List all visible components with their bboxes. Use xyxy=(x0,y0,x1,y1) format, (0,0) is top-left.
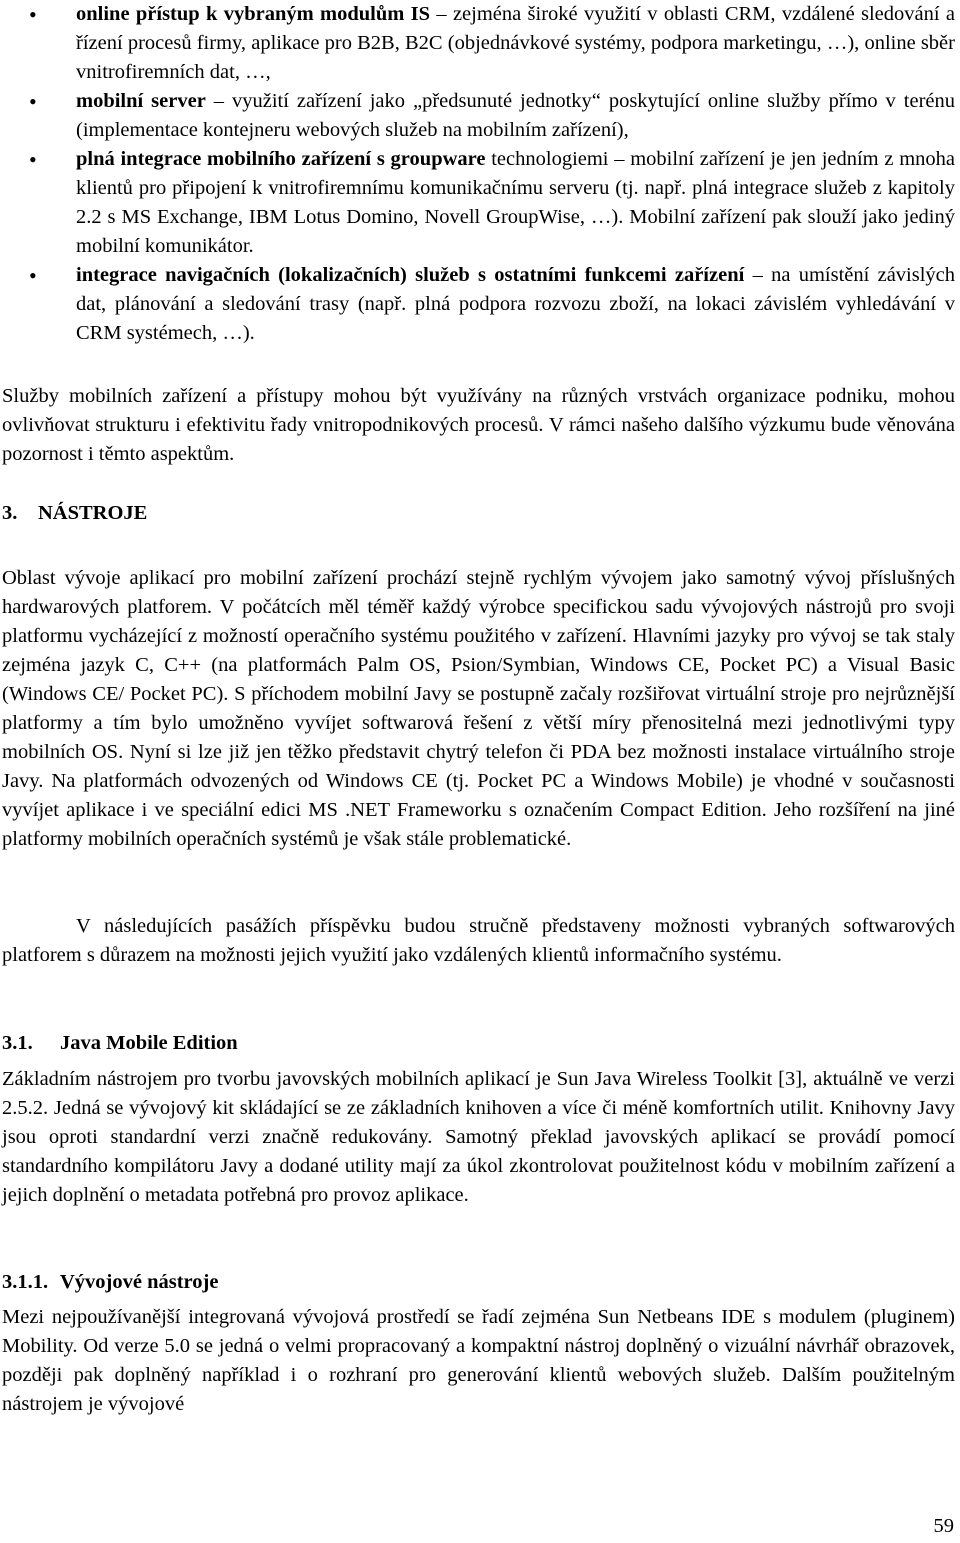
bullet-bold-term: plná integrace mobilního zařízení s groupware xyxy=(76,148,486,170)
section311-paragraph: Mezi nejpoužívanější integrovaná vývojová prostředí se řadí zejména Sun Netbeans IDE s modulem (pluginem) Mobility. Od verze 5.0 se jedná o velmi propracovaný a kompaktní nástroj doplněný o vizuální návrhář obrazovek, později pak doplněný například i o rozhraní pro generování klientů webových služeb. Dalším použitelným nástrojem je vývojové xyxy=(2,1306,955,1415)
bullet-bold-term: mobilní server xyxy=(76,90,206,112)
bullet-bold-term: integrace navigačních (lokalizačních) služeb s ostatními funkcemi zařízení xyxy=(76,264,745,286)
section-title: NÁSTROJE xyxy=(38,502,148,524)
bullet-text: – zejména široké využití v oblasti CRM, vzdálené sledování a řízení procesů firmy, aplikace pro B2B, B2C (objednávkové systémy, podpora marketingu, …), online sběr vnitrofiremních dat, …, xyxy=(76,3,955,83)
section-heading-3-1 xyxy=(2,1029,238,1058)
list-item xyxy=(0,261,955,348)
section-title: Java Mobile Edition xyxy=(60,1032,238,1054)
feature-bullet-list xyxy=(0,0,955,348)
section-number: 3. xyxy=(2,502,18,524)
section-number: 3.1.1. xyxy=(2,1271,49,1293)
bullet-text: – na umístění závislých dat, plánování a sledování trasy (např. plná podpora rozvozu zboží, na lokaci závislém vyhledávání v CRM systémech, …). xyxy=(76,264,956,344)
bullet-text: – využití zařízení jako „předsunuté jednotky“ poskytující online služby přímo v terénu (implementace kontejneru webových služeb na mobilním zařízení), xyxy=(76,90,955,141)
list-item xyxy=(0,0,955,87)
list-item xyxy=(0,87,955,145)
section3-paragraph-2: V následujících pasážích příspěvku budou stručně představeny možnosti vybraných softwarových platforem s důrazem na možnosti jejich využití jako vzdálených klientů informačního systému. xyxy=(2,915,955,966)
intro-paragraph: Služby mobilních zařízení a přístupy mohou být využívány na různých vrstvách organizace podniku, mohou ovlivňovat strukturu i efektivitu řady vnitropodnikových procesů. V rámci našeho dalšího výzkumu bude věnována pozornost i těmto aspektům. xyxy=(2,385,955,465)
bullet-bold-term: online přístup k vybraným modulům IS xyxy=(76,3,431,25)
list-item xyxy=(0,145,955,261)
section3-paragraph-1: Oblast vývoje aplikací pro mobilní zařízení prochází stejně rychlým vývojem jako samotný vývoj příslušných hardwarových platforem. V počátcích měl téměř každý výrobce specifickou sadu vývojových nástrojů pro svoji platformu vycházející z možností operačního systému použitého v zařízení. Hlavními jazyky pro vývoj se tak staly zejména jazyk C, C++ (na platformách Palm OS, Psion/Symbian, Windows CE, Pocket PC) a Visual Basic (Windows CE/ Pocket PC). S příchodem mobilní Javy se postupně začaly rozšiřovat virtuální stroje pro nejrůznější platformy a tím bylo umožněno vyvíjet softwarová řešení z větší míry přenositelná mezi jednotlivými typy mobilních OS. Nyní si lze již jen těžko představit chytrý telefon či PDA bez možnosti instalace virtuálního stroje Javy. Na platformách odvozených od Windows CE (tj. Pocket PC a Windows Mobile) je vhodné v současnosti vyvíjet aplikace i ve speciální edici MS .NET Frameworku s označením Compact Edition. Jeho rozšíření na jiné platformy mobilních operačních systémů je však stále problematické. xyxy=(2,567,955,850)
section-heading-3-1-1 xyxy=(2,1268,218,1297)
section-heading-3 xyxy=(2,499,147,528)
section-number: 3.1. xyxy=(2,1032,33,1054)
page-number: 59 xyxy=(933,1515,954,1537)
section31-paragraph: Základním nástrojem pro tvorbu javovských mobilních aplikací je Sun Java Wireless Toolkit [3], aktuálně ve verzi 2.5.2. Jedná se vývojový kit skládající se ze základních knihoven a více či méně komfortních utilit. Knihovny Javy jsou oproti standardní verzi značně redukovány. Samotný překlad javovských aplikací se provádí pomocí standardního kompilátoru Javy a dodané utility mají za úkol zkontrolovat použitelnost kódu v mobilním zařízení a jejich doplnění o metadata potřebná pro provoz aplikace. xyxy=(2,1068,955,1206)
bullet-text: technologiemi – mobilní zařízení je jen jedním z mnoha klientů pro připojení k vnitrofiremnímu komunikačnímu serveru (tj. např. plná integrace služeb z kapitoly 2.2 s MS Exchange, IBM Lotus Domino, Novell GroupWise, …). Mobilní zařízení pak slouží jako jediný mobilní komunikátor. xyxy=(76,148,956,257)
section-title: Vývojové nástroje xyxy=(60,1271,219,1293)
